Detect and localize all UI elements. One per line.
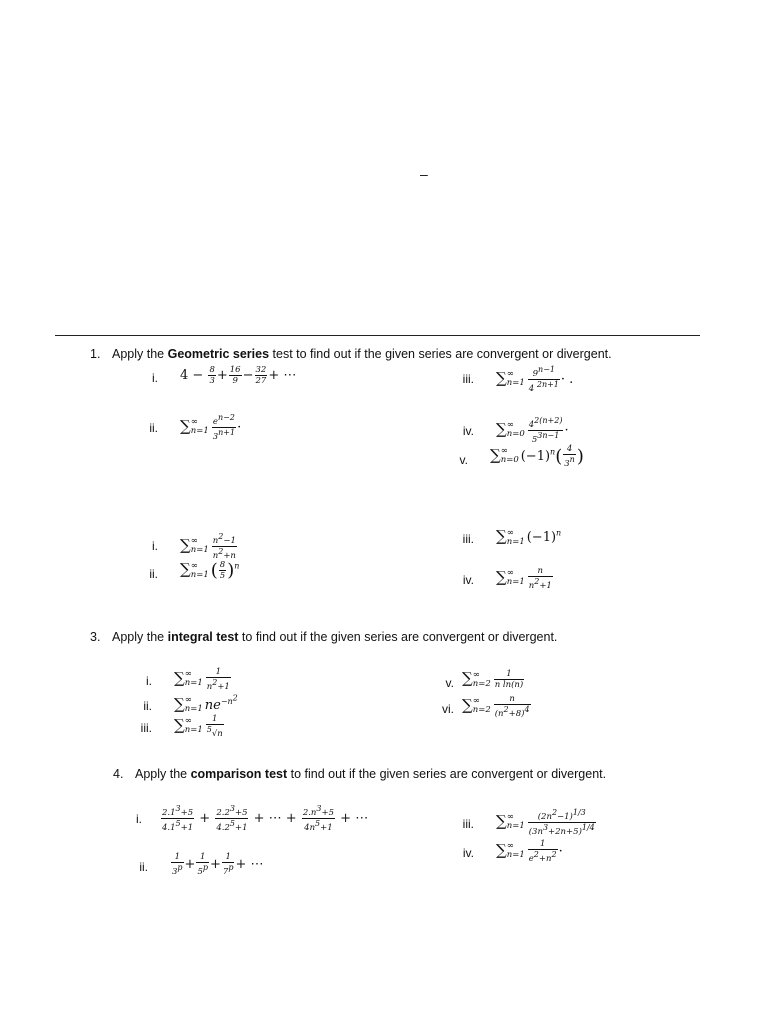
formula-q3-ii: ∑ ∞ n=1 $ne^{-n^2}$ <box>174 693 238 715</box>
item-label: iv. <box>462 573 474 587</box>
top-mark: – <box>420 166 428 182</box>
heading-prefix: Apply the <box>112 630 168 644</box>
item-label: iii. <box>462 532 474 546</box>
heading-prefix: Apply the <box>112 347 168 361</box>
formula-q4-iv: ∑ ∞ n=1 $\frac{1}{e^2+n^2}$ · <box>496 839 563 864</box>
item-label: ii. <box>149 567 158 581</box>
heading-bold: comparison test <box>190 767 288 781</box>
item-label: iv. <box>462 424 474 438</box>
formula-q3-v: ∑ ∞ n=2 $\frac{1}{\text{n ln(n)}}$ <box>462 669 524 690</box>
formula-q2-i: ∑ ∞ n=1 $\frac{n^2-1}{n^2+n}$ <box>180 532 236 561</box>
formula-q3-vi: ∑ ∞ n=2 $\frac{n}{(n^2+8)^4}$ <box>462 694 530 719</box>
formula-q1-iii: ∑ ∞ n=1 $\frac{9^{n-1}}{4 ^{2n+1}}$ · . <box>496 365 574 394</box>
item-label: i. <box>152 539 158 553</box>
item-label: ii. <box>143 699 152 713</box>
heading-suffix: to find out if the given series are convergent or divergent. <box>287 767 607 781</box>
formula-q1-ii: ∑ ∞ n=1 $\frac{e^{n-2}}{3^{n+1}}$ · <box>180 413 242 442</box>
item-label: i. <box>136 812 142 826</box>
question-number: 4. <box>113 767 124 781</box>
item-label: ii. <box>149 421 158 435</box>
question-number: 1. <box>90 347 101 361</box>
question-number: 3. <box>90 630 101 644</box>
question-4-heading <box>113 767 606 781</box>
item-label: v. <box>445 676 454 690</box>
heading-prefix: Apply the <box>135 767 191 781</box>
formula-q2-ii: ∑ ∞ n=1 ( $\frac{8}{5}$ )$^n$ <box>180 560 240 581</box>
item-label: vi. <box>442 702 454 716</box>
item-label: i. <box>152 371 158 385</box>
formula-q3-iii: ∑ ∞ n=1 $\frac{1}{^5√n}$ <box>174 714 223 739</box>
item-label: ii. <box>139 860 148 874</box>
item-label: i. <box>146 674 152 688</box>
formula-q4-iii: ∑ ∞ n=1 $\frac{(2n^2-1)^{1/3}}{(3n^3+2n+5)^{1/4}}$ <box>496 808 595 837</box>
formula-q4-i: $\frac{2.1^3+5}{4.1^5+1}$ + $\frac{2.2^3+5}{4.2^5+1}$ + ⋯ + $\frac{2.n^3+5}{4n^5+1}$ + ⋯ <box>162 804 369 833</box>
question-3-heading <box>90 630 557 644</box>
item-label: iii. <box>462 817 474 831</box>
heading-bold: Geometric series <box>167 347 270 361</box>
item-label: iii. <box>140 721 152 735</box>
formula-q4-ii: $\frac{1}{3^p}$ + $\frac{1}{5^p}$ + $\frac{1}{7^p}$ + ⋯ <box>172 852 264 877</box>
item-label: iii. <box>462 372 474 386</box>
horizontal-rule <box>55 335 700 336</box>
heading-suffix: test to find out if the given series are convergent or divergent. <box>269 347 612 361</box>
heading-bold: integral test <box>167 630 239 644</box>
formula-q2-iv: ∑ ∞ n=1 $\frac{n}{n^2+1}$ <box>496 566 552 591</box>
formula-q1-i: 4 − $\frac{8}{3}$ + $\frac{16}{9}$ − $\frac{32}{27}$ + ⋯ <box>180 365 297 386</box>
formula-q1-iv: ∑ ∞ n=0 $\frac{4^{2(n+2)}}{5^{3n-1}}$ · <box>496 416 569 445</box>
question-1-heading <box>90 347 612 361</box>
heading-suffix: to find out if the given series are convergent or divergent. <box>238 630 558 644</box>
formula-q2-iii: ∑ ∞ n=1 $(-1)^n$ <box>496 527 562 547</box>
formula-q1-v: ∑ ∞ n=0 $(-1)^n$( $\frac{4}{3^n}$ ) <box>490 444 584 469</box>
item-label: v. <box>459 453 468 467</box>
item-label: iv. <box>462 846 474 860</box>
formula-q3-i: ∑ ∞ n=1 $\frac{1}{n^2+1}$ <box>174 667 230 692</box>
